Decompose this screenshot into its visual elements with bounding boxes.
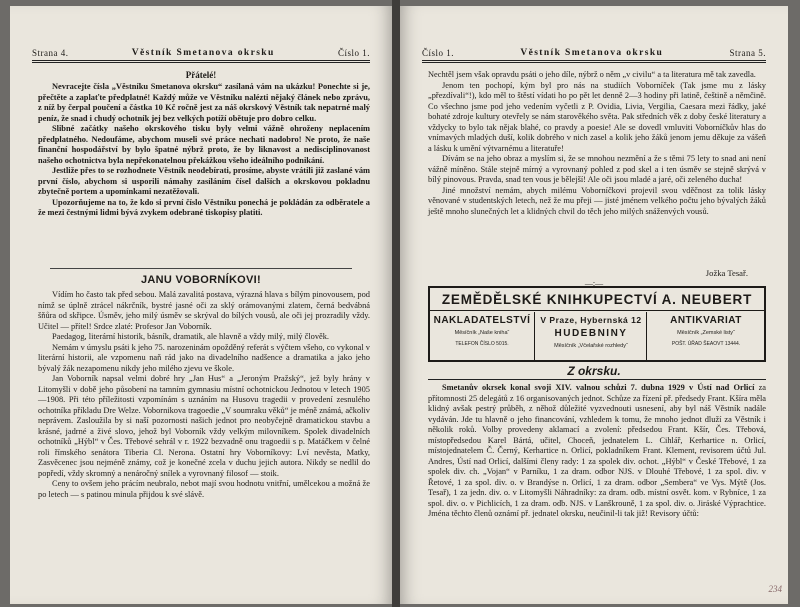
article-body — [38, 290, 370, 500]
article-continuation — [428, 70, 766, 217]
article-paragraph: Jenom ten pochopí, kým byl pro nás na studiích Voborníček (Tak jsme mu z lásky „přezdívali“!), kdo měl to štěstí vídati ho po pět let denně 2—3 hodiny při latině, češtině a němčině. Co všechno jsme pod jeho vedením vyčetli z P. Ovidia, Livia, Vergilia, Caesara mezi řádky, jaké bohaté zdroje kultury otevřely se nám starověkého světa. Pak středních věk z doby české literatury a vždycky to bylo tak nějak blahé, co pravdy a poesie! Ale se dovedl vmluviti Voborníčkův hlas do vnímavých mladých duší, kolik dobrého v nich zasel a kolik jeho žáků jenom jemu děkuje za vášeň a lásku k umění výtvarnému a literatuře! — [428, 80, 766, 153]
notice-paragraph: Jestliže přes to se rozhodnete Věstník neodebírati, prosíme, abyste vrátili již zaslané vám první číslo, abychom si usporili námahy zasíláním čísel dalších a okrskovou pokladnu zbytečně portem a upomínkami nezatěžovali. — [38, 166, 370, 196]
article-paragraph: Nechtěl jsem však opravdu psáti o jeho díle, nýbrž o něm „v civilu“ a ta literatura mě tak zavedla. — [428, 70, 756, 79]
ad-address: V Praze, Hybernská 12 — [540, 315, 642, 325]
section-title: Z okrsku. — [567, 364, 621, 378]
ad-phone: TELEFON ČÍSLO 5015. — [455, 341, 509, 347]
ad-publishing-label: NAKLADATELSTVÍ — [433, 315, 531, 326]
ad-music-column — [536, 312, 647, 360]
notice-separator — [50, 268, 352, 269]
notice-paragraph: Slibné začátky našeho okrskového tisku byly velmi vážně ohroženy neplacením předplatného. Nedoufáme, abychom museli své práce nechati nadobro! Ne proto, že naše finanční hospodářství by bylo špatné nýbrž proto, že by liknavost a nedisciplinovanost našeho ochotnictva byla nepřekonatelnou překážkou všeho ideálního podnikání. — [38, 124, 370, 165]
left-head-rule-secondary — [32, 62, 370, 63]
article-paragraph: Vídím ho často tak před sebou. Malá zavalitá postava, výrazná hlava s bílým pinovousem, pod nímž se úplně ztrácel nákrčník, bystré jasné oči za sklý orámovanými zlatem, černá bedvábná šňůra od skřipce. Úsměv, jeho milý úsměv se skrýval do bílých vousů, ale oči jej prozradily vždy. Učitel — přítel! Srdce zlaté: Profesor Jan Voborník. — [38, 290, 370, 331]
left-issue-number: Číslo 1. — [337, 48, 370, 58]
bookshop-advertisement — [428, 286, 766, 362]
ad-antiquariat-column — [648, 312, 764, 360]
section-lead: Smetanův okrsek konal svoji XIV. valnou schůzi 7. dubna 1929 v Ústí nad Orlicí — [442, 383, 755, 392]
notice-body — [38, 82, 370, 219]
section-divider: —:— — [584, 279, 604, 288]
notice-paragraph: Upozorňujeme na to, že kdo si první číslo Věstníku ponechá je pokládán za odběratele a že mezi čestnými lidmi bývá zvykem odebrané tiskopisy platiti. — [38, 197, 370, 217]
left-page — [10, 6, 392, 604]
left-head-rule — [32, 60, 370, 61]
left-page-number: Strana 4. — [32, 48, 69, 58]
right-issue-number: Číslo 1. — [422, 48, 455, 58]
section-text: za přítomnosti 25 delegátů z 16 organisovaných jednot. Schůze za řízení př. předsedy Frant. Kšíra měla klidný avšak pestrý průběh, z něhož důležité vyzvednouti usnesení, aby byl náš Věstník nadále vydáván. Jde tu hlavně o jeho financování, vzhledem k tomu, že mnoho jednot dluží za Věstník i několik roků. Volby provedeny aklamací a zvolení: předsedou Frant. Kšír, Čes. Třebová, místopředsedou Karel Bártá, učitel, Choceň, jednatelem L. Cihlář, Kerhartice n. Orlicí, místojednatelem Č. Černý, Kerhartice n. Orlicí, pokladníkem Frant. Klement, revisorem účtů Jul. Andres, Ústí nad Orlicí, dalšími členy rady: 1 za spolek div. ochot. „Hýbl“ v České Třebové, 1 za spolek div. ch. „Vojan“ v Parníku, 1 za dram. odbor NJS. v Dlouhé Třebové, 1 za spol. div. v Řetové, 1 za spol. div. o. v Brandýse n. Orlicí, 1 za dram. odbor „Sembera“ ve Vys. Mýtě (Jos. Tesař), 1 za jedn. div. o. v Litomyšli Náhradníky: za dram. odb. místní osvět. kom. v Rybníce, 1 za spol. div. o. v Pichlicích, 1 za dram. odb. NJS. v Lanškrouně, 1 za spol. div. o. Jiráské Výprachtice. Jména těchto členů oznámí př. jednatel okrsku, neučinil-li tak již! Revisory účtů: — [428, 383, 766, 518]
ad-publishing-column — [430, 312, 535, 360]
article-signature: Jožka Tesař. — [705, 268, 748, 278]
ad-music-monthly: Měsíčník „Včelařské rozhledy“ — [554, 343, 628, 349]
right-head-rule-secondary — [422, 62, 766, 63]
ad-antiquariat-label: ANTIKVARIAT — [670, 315, 742, 326]
article-paragraph: Nemám v úmyslu psáti k jeho 75. narozeninám opožděný referát s výčtem všeho, co vykonal v literární historii, ale vzpomenu naň rád jako na divadelního nadšence a dramatika a jako jeho bývalý žák nezapomenu nikdy jeho milého zjevu ve škole. — [38, 342, 370, 373]
notice-title: Přátelé! — [185, 70, 217, 80]
article-paragraph: Jiné množství nemám, abych milému Voborníčkovi projevil svou vděčnost za tolik lásky věnované v studentských letech, než že mu přeji — jisté jménem velkého počtu jeho bývalých žáků ještě mnoho slunečných let a klidných chvil do těch jeho milých snáženvých vousů. — [428, 185, 766, 216]
ad-publishing-monthly: Měsíčník „Naše kniha“ — [454, 330, 510, 336]
article-paragraph: Paedagog, literární historik, básník, dramatik, ale hlavně a vždy milý, milý člověk. — [52, 332, 330, 341]
ad-antiquariat-monthly: Měsíčník „Zemské listy“ — [677, 330, 735, 336]
left-running-head — [32, 44, 370, 58]
handwritten-page-note: 234 — [768, 584, 782, 594]
ad-rule — [430, 310, 764, 311]
right-head-rule — [422, 60, 766, 61]
right-running-head — [422, 44, 766, 58]
ad-post-office: POŠT. ÚŘAD ŠEAOVT 13444. — [671, 341, 741, 347]
notice-paragraph: Nevracejte čísla „Věstníku Smetanova okrsku“ zasílaná vám na ukázku! Ponechte si je, přečtěte a zaplaťte předplatné! Každý může ve Věstníku nalézti nějaký článek nebo zprávu, z níž by čerpal poučení a částka 10 Kč ročně jest za náš okrskový Věstník tak nepatrné malý peníz, že snad i chudý ochotník jej bez velkých potíží obětuje pro dobro celku. — [38, 82, 370, 123]
article-title: JANU VOBORNÍKOVI! — [141, 274, 261, 286]
article-paragraph: Dívám se na jeho obraz a myslím si, že se mnohou nezmění a že s těmi 75 lety to snad ani není vážně míněno. Stále stejně mírný a vyrovnaný pohled z pod skel a i ten úsměv se stejně skrývá v bílý pinovous. Pravda, snad ten vous je bělejší! Ale oči jsou mladé a jaré, oči zeleného ducha! — [428, 154, 766, 184]
section-rule — [428, 379, 766, 380]
right-journal-title: Věstník Smetanova okrsku — [520, 48, 664, 58]
right-page-number: Strana 5. — [729, 48, 766, 58]
article-paragraph: Jan Voborník napsal velmi dobré hry „Jan Hus“ a „Jeroným Pražský“, jež byly hrány v Litomyšli v době jeho působení na tamním gymnasiu místní ochotnickou Jednotou v letech 1905—1908. Při této příležitosti vzpomínám s uznáním na Husovu tragedii v provedení zesnulého ochotníka příkladu Dre Welze. Vobornikova tragoedie „V soumraku věků“ je méně známá, ačkoliv neprávem. Zasloužila by si naší pozornosti našich jednot pro neobyčejně dramatickou stavbu a krásné, jadrné a živé slovo, jehož byl Voborník vždy velkým milovníkem. Spolek divadelních ochotníků „Hýbl“ v Čes. Třebové sehrál v r. 1922 bezvadně onu tragoedii s p. Matáčkem v čelné roli římského senátora Tiberia Cl. Nerona. Ostatní hry Voborníkovy: Lví nevěsta, Matky, Zasvěcenec jsou nejméně známy, což je konečné zcela v duchu jejich autora. Nikdy se nedlil do popředí, vždy skromný a nenáročný snílek a vyrovnaný filosof — stoik. — [38, 374, 370, 478]
ad-music-label: HUDEBNINY — [554, 328, 628, 339]
left-journal-title: Věstník Smetanova okrsku — [131, 48, 275, 58]
section-body — [428, 383, 766, 520]
ad-title: ZEMĚDĚLSKÉ KNIHKUPECTVÍ A. NEUBERT — [441, 292, 753, 307]
book-gutter — [392, 0, 400, 607]
article-paragraph: Ceny to ovšem jeho prácím neubralo, nebot mají svou hodnotu vnitřní, umělcekou a možná že po letech — s patinou minula přijdou k své slávě. — [38, 479, 370, 499]
right-page — [400, 6, 788, 604]
